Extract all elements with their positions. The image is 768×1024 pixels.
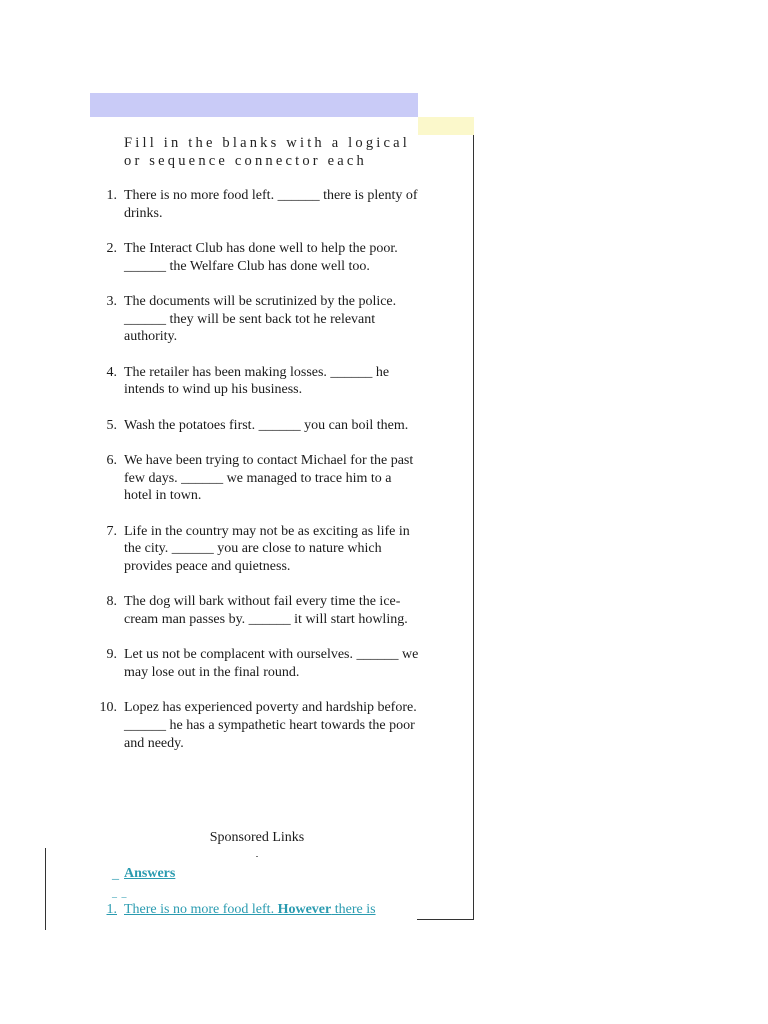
question-text: Life in the country may not be as exciting as life in the city. ______ you are close to nature which provides peace and quietness.	[124, 523, 410, 575]
question-number: 6.	[106, 453, 117, 468]
question-text: There is no more food left. ______ there is plenty of drinks.	[124, 188, 418, 221]
question-text: The documents will be scrutinized by the police. ______ they will be sent back tot he relevant authority.	[124, 294, 397, 345]
answers-link[interactable]: Answers	[124, 866, 176, 881]
answer-connector: However	[277, 902, 332, 917]
question-number: 9.	[106, 647, 117, 663]
question-item	[0, 417, 420, 435]
question-item	[0, 187, 420, 222]
question-item	[0, 452, 420, 505]
question-number: 2.	[106, 241, 117, 256]
question-item	[0, 523, 420, 576]
question-number: 1.	[106, 188, 117, 203]
question-item	[0, 364, 420, 399]
table-bottom-border	[417, 919, 474, 920]
answer-text-before: There is no more food left.	[124, 902, 278, 917]
question-item	[0, 646, 420, 681]
answers-anchor-underscore: _	[112, 867, 119, 882]
question-number: 5.	[106, 417, 117, 433]
question-text: Lopez has experienced poverty and hardship before. ______ he has a sympathetic heart towards the poor and needy.	[124, 700, 417, 751]
question-text: The dog will bark without fail every time the ice-cream man passes by. ______ it will start howling.	[124, 594, 408, 628]
question-number: 3.	[106, 294, 117, 309]
answer-number: 1.	[106, 902, 117, 917]
question-number: 7.	[106, 523, 117, 539]
question-number: 10.	[99, 700, 117, 716]
question-list	[0, 187, 430, 770]
question-item	[0, 699, 420, 752]
answer-text-after: there is	[331, 902, 376, 917]
answer-text	[124, 902, 376, 918]
anchor-dashes: _ _	[112, 888, 128, 899]
sponsored-links-label: Sponsored Links	[209, 830, 305, 845]
question-item	[0, 593, 420, 628]
question-text: Let us not be complacent with ourselves. ______ we may lose out in the final round.	[124, 647, 419, 681]
question-number: 4.	[106, 364, 117, 380]
question-text: The Interact Club has done well to help the poor. ______ the Welfare Club has done well too.	[124, 241, 398, 274]
question-text: We have been trying to contact Michael for the past few days. ______ we managed to trace him to a hotel in town.	[124, 453, 414, 504]
question-text: Wash the potatoes first. ______ you can boil them.	[124, 417, 409, 433]
question-item	[0, 293, 420, 346]
question-number: 8.	[106, 594, 117, 610]
header-color-bar	[90, 93, 418, 117]
highlight-cell	[418, 117, 474, 135]
table-right-border	[473, 135, 474, 920]
question-item	[0, 240, 420, 275]
question-text: The retailer has been making losses. ______ he intends to wind up his business.	[124, 364, 390, 398]
decorative-mark	[256, 856, 258, 857]
exercise-heading: Fill in the blanks with a logical or sequence connector each	[124, 135, 411, 169]
